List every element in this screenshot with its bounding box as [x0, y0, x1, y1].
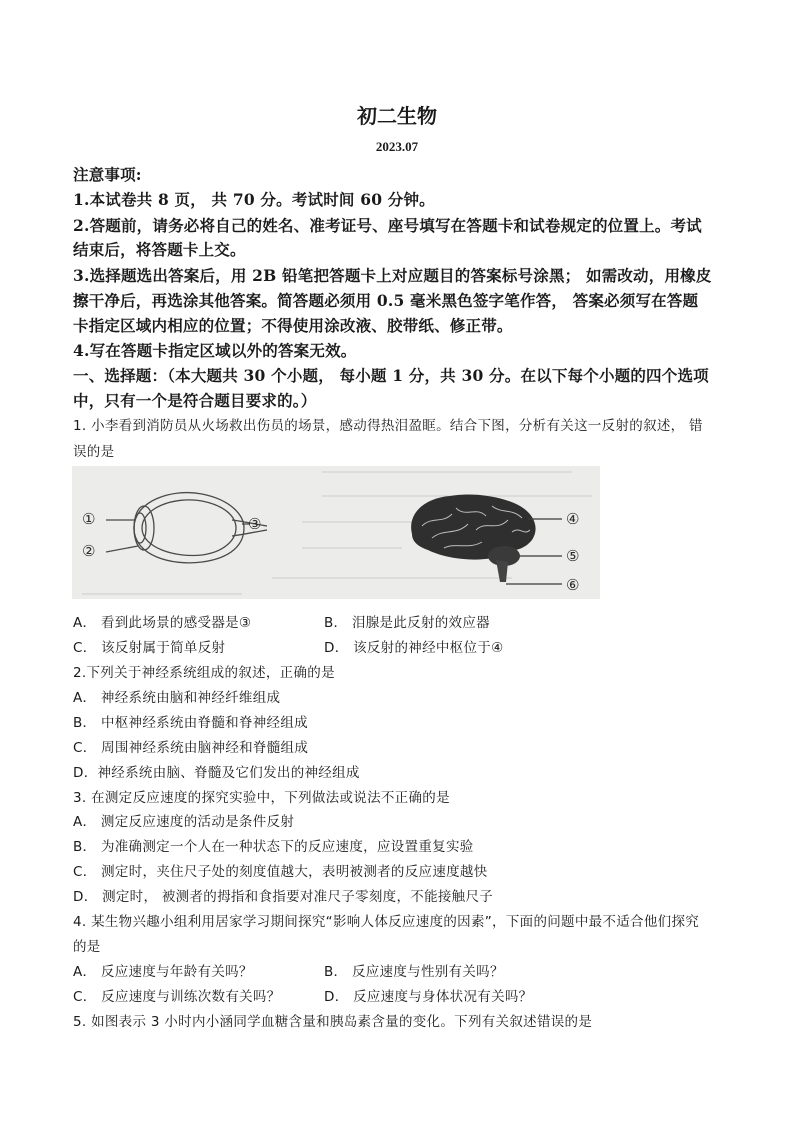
q1-figure	[72, 466, 600, 599]
q4-option-b: B． 反应速度与性别有关吗？	[324, 964, 504, 980]
q3-stem: 3. 在测定反应速度的探究实验中，下列做法或说法不正确的是	[73, 790, 450, 806]
notice-heading: 注意事项:	[73, 165, 142, 184]
q2-option-d: D．神经系统由脑、脊髓及它们发出的神经组成	[73, 765, 360, 781]
notice-line: 2.答题前，请务必将自己的姓名、准考证号、座号填写在答题卡和试卷规定的位置上。考试	[73, 216, 702, 235]
q1-option-b: B． 泪腺是此反射的效应器	[324, 615, 490, 631]
notice-line: 擦干净后，再选涂其他答案。简答题必须用 0.5 毫米黑色签字笔作答， 答案必须写在答题	[73, 291, 699, 310]
label-2: ②	[82, 542, 96, 560]
eye-diagram	[106, 493, 267, 563]
q3-option-d: D． 测定时， 被测者的拇指和食指要对准尺子零刻度，不能接触尺子	[73, 889, 494, 905]
q2-option-a: A． 神经系统由脑和神经纤维组成	[73, 690, 281, 706]
brain-diagram	[411, 494, 562, 584]
label-5: ⑤	[566, 547, 580, 565]
notice-line: 1.本试卷共 8 页， 共 70 分。考试时间 60 分钟。	[73, 190, 435, 209]
notice-line: 结束后，将答题卡上交。	[73, 240, 246, 259]
q1-stem: 1. 小李看到消防员从火场救出伤员的场景，感动得热泪盈眶。结合下图，分析有关这一反射的叙述， 错	[73, 418, 703, 434]
notice-line: 3.选择题选出答案后，用 2B 铅笔把答题卡上对应题目的答案标号涂黑； 如需改动，用橡皮	[73, 266, 712, 285]
q1-option-d: D． 该反射的神经中枢位于④	[324, 640, 504, 656]
q5-stem: 5. 如图表示 3 小时内小涵同学血糖含量和胰岛素含量的变化。下列有关叙述错误的是	[73, 1014, 593, 1030]
section-heading: 一、选择题：（本大题共 30 个小题， 每小题 1 分，共 30 分。在以下每个小题的四个选项	[73, 366, 709, 385]
exam-date: 2023.07	[375, 139, 419, 154]
q1-option-c: C． 该反射属于简单反射	[73, 640, 226, 656]
q1-stem-cont: 误的是	[73, 444, 115, 460]
notice-line: 卡指定区域内相应的位置；不得使用涂改液、胶带纸、修正带。	[73, 316, 513, 335]
q4-option-d: D． 反应速度与身体状况有关吗？	[324, 989, 533, 1005]
q4-stem-cont: 的是	[73, 939, 101, 955]
page-title: 初二生物	[357, 104, 437, 128]
q3-option-a: A． 测定反应速度的活动是条件反射	[73, 814, 295, 830]
q2-stem: 2.下列关于神经系统组成的叙述，正确的是	[73, 665, 335, 681]
label-6: ⑥	[566, 576, 580, 594]
label-1: ①	[82, 510, 96, 528]
q3-option-b: B． 为准确测定一个人在一种状态下的反应速度，应设置重复实验	[73, 839, 474, 855]
label-4: ④	[566, 510, 580, 528]
q4-option-a: A． 反应速度与年龄有关吗？	[73, 964, 253, 980]
notice-line: 4.写在答题卡指定区域以外的答案无效。	[73, 341, 357, 360]
q2-option-c: C． 周围神经系统由脑神经和脊髓组成	[73, 740, 309, 756]
section-heading-cont: 中，只有一个是符合题目要求的。）	[73, 391, 317, 410]
q4-stem: 4. 某生物兴趣小组利用居家学习期间探究“影响人体反应速度的因素”，下面的问题中最不适合他们探究	[73, 914, 700, 930]
q1-option-a: A． 看到此场景的感受器是③	[73, 615, 252, 631]
eye-and-brain-illustration	[72, 466, 600, 599]
q2-option-b: B． 中枢神经系统由脊髓和脊神经组成	[73, 715, 308, 731]
q3-option-c: C． 测定时，夹住尺子处的刻度值越大，表明被测者的反应速度越快	[73, 864, 488, 880]
label-3: ③	[248, 515, 262, 533]
q4-option-c: C． 反应速度与训练次数有关吗？	[73, 989, 281, 1005]
